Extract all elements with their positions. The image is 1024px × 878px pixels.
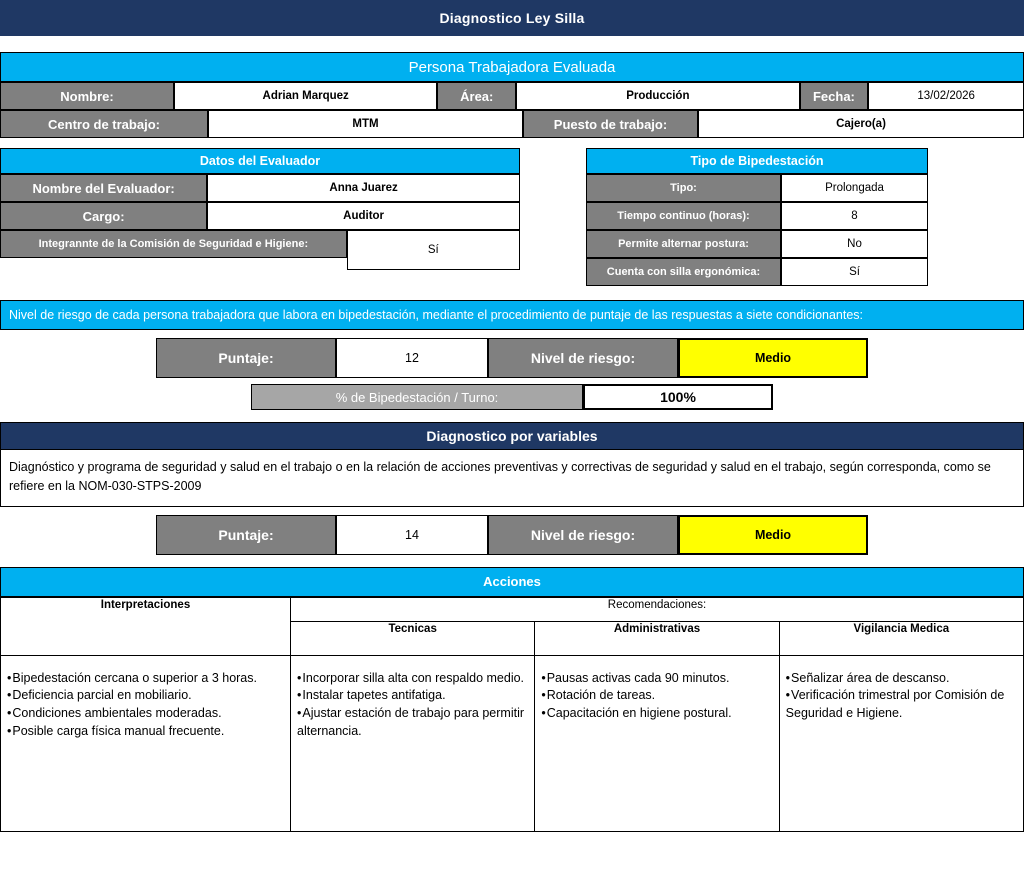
evaluator-cargo-label: Cargo: — [0, 202, 207, 230]
pct-label: % de Bipedestación / Turno: — [251, 384, 583, 410]
list-item: • Instalar tapetes antifatiga. — [297, 687, 528, 705]
cell-interpretaciones — [1, 655, 291, 831]
evaluator-row-cargo — [0, 202, 520, 230]
area-value[interactable]: Producción — [516, 82, 799, 110]
nombre-value[interactable]: Adrian Marquez — [174, 82, 437, 110]
list-item: • Posible carga física manual frecuente. — [7, 723, 284, 741]
bipedestacion-silla-label: Cuenta con silla ergonómica: — [586, 258, 781, 286]
worker-section — [0, 52, 1024, 138]
list-item: • Bipedestación cercana o superior a 3 horas. — [7, 670, 284, 688]
variables-header: Diagnostico por variables — [0, 422, 1024, 450]
variables-paragraph: Diagnóstico y programa de seguridad y salud en el trabajo o en la relación de acciones preventivas y correctivas de seguridad y salud en el trabajo, según corresponda, como se refiere en la NOM-030-STPS-2009 — [0, 450, 1024, 507]
risk-banner: Nivel de riesgo de cada persona trabajadora que labora en bipedestación, mediante el procedimiento de puntaje de las respuestas a siete condicionantes: — [0, 300, 1024, 330]
list-item: • Incorporar silla alta con respaldo medio. — [297, 670, 528, 688]
fecha-value[interactable]: 13/02/2026 — [868, 82, 1024, 110]
centro-label: Centro de trabajo: — [0, 110, 208, 138]
list-item: • Deficiencia parcial en mobiliario. — [7, 687, 284, 705]
list-interpretaciones — [7, 670, 284, 741]
puntaje-label-2: Puntaje: — [156, 515, 336, 555]
nivel-riesgo-label-2: Nivel de riesgo: — [488, 515, 678, 555]
evaluator-comision-label: Integrannte de la Comisión de Seguridad e Higiene: — [0, 230, 347, 258]
bipedestacion-tiempo-label: Tiempo continuo (horas): — [586, 202, 781, 230]
bipedestacion-tipo-label: Tipo: — [586, 174, 781, 202]
puntaje-value-1[interactable]: 12 — [336, 338, 488, 378]
puesto-value[interactable]: Cajero(a) — [698, 110, 1024, 138]
spacer — [0, 36, 1024, 52]
cell-vigilancia — [779, 655, 1023, 831]
bipedestacion-row-tipo — [586, 174, 928, 202]
evaluator-header: Datos del Evaluador — [0, 148, 520, 174]
col-interpretaciones: Interpretaciones — [1, 597, 291, 655]
bipedestacion-row-alternar — [586, 230, 928, 258]
list-item: • Señalizar área de descanso. — [786, 670, 1017, 688]
evaluator-row-comision — [0, 230, 520, 270]
worker-row-1 — [0, 82, 1024, 110]
area-label: Área: — [437, 82, 516, 110]
fecha-label: Fecha: — [800, 82, 869, 110]
pct-value: 100% — [583, 384, 773, 410]
puntaje-label-1: Puntaje: — [156, 338, 336, 378]
list-vigilancia — [786, 670, 1017, 723]
pct-row — [0, 378, 1024, 410]
evaluator-block — [0, 148, 520, 286]
bipedestacion-tiempo-value[interactable]: 8 — [781, 202, 928, 230]
centro-value[interactable]: MTM — [208, 110, 523, 138]
bipedestacion-header: Tipo de Bipedestación — [586, 148, 928, 174]
evaluator-row-nombre — [0, 174, 520, 202]
nivel-riesgo-value-2: Medio — [678, 515, 868, 555]
nivel-riesgo-label-1: Nivel de riesgo: — [488, 338, 678, 378]
acciones-table — [0, 597, 1024, 832]
score-row-1 — [0, 330, 1024, 378]
bipedestacion-tipo-value[interactable]: Prolongada — [781, 174, 928, 202]
list-tecnicas — [297, 670, 528, 741]
list-administrativas — [541, 670, 772, 723]
bipedestacion-row-silla — [586, 258, 928, 286]
score-row-2 — [0, 507, 1024, 555]
worker-row-2 — [0, 110, 1024, 138]
list-item: • Capacitación en higiene postural. — [541, 705, 772, 723]
list-item: • Rotación de tareas. — [541, 687, 772, 705]
evaluator-comision-value[interactable]: Sí — [347, 230, 520, 270]
list-item: • Pausas activas cada 90 minutos. — [541, 670, 772, 688]
cell-tecnicas — [291, 655, 535, 831]
bipedestacion-silla-value[interactable]: Sí — [781, 258, 928, 286]
acciones-header: Acciones — [0, 567, 1024, 597]
cell-administrativas — [535, 655, 779, 831]
puesto-label: Puesto de trabajo: — [523, 110, 698, 138]
list-item: • Condiciones ambientales moderadas. — [7, 705, 284, 723]
variables-section — [0, 410, 1024, 507]
mid-section — [0, 138, 1024, 286]
bipedestacion-block — [586, 148, 928, 286]
nombre-label: Nombre: — [0, 82, 174, 110]
list-item: • Verificación trimestral por Comisión de Seguridad e Higiene. — [786, 687, 1017, 723]
puntaje-value-2[interactable]: 14 — [336, 515, 488, 555]
col-tecnicas: Tecnicas — [291, 622, 535, 655]
worker-section-header: Persona Trabajadora Evaluada — [0, 52, 1024, 82]
bipedestacion-alternar-label: Permite alternar postura: — [586, 230, 781, 258]
acciones-section — [0, 555, 1024, 832]
nivel-riesgo-value-1: Medio — [678, 338, 868, 378]
risk-banner-wrap — [0, 286, 1024, 330]
acciones-head-row-1 — [1, 597, 1024, 622]
acciones-body-row — [1, 655, 1024, 831]
evaluator-cargo-value[interactable]: Auditor — [207, 202, 520, 230]
list-item: • Ajustar estación de trabajo para permitir alternancia. — [297, 705, 528, 741]
evaluator-nombre-value[interactable]: Anna Juarez — [207, 174, 520, 202]
bipedestacion-row-tiempo — [586, 202, 928, 230]
bipedestacion-alternar-value[interactable]: No — [781, 230, 928, 258]
col-vigilancia: Vigilancia Medica — [779, 622, 1023, 655]
col-administrativas: Administrativas — [535, 622, 779, 655]
page-title: Diagnostico Ley Silla — [0, 0, 1024, 36]
evaluator-nombre-label: Nombre del Evaluador: — [0, 174, 207, 202]
col-recomendaciones: Recomendaciones: — [291, 597, 1024, 622]
